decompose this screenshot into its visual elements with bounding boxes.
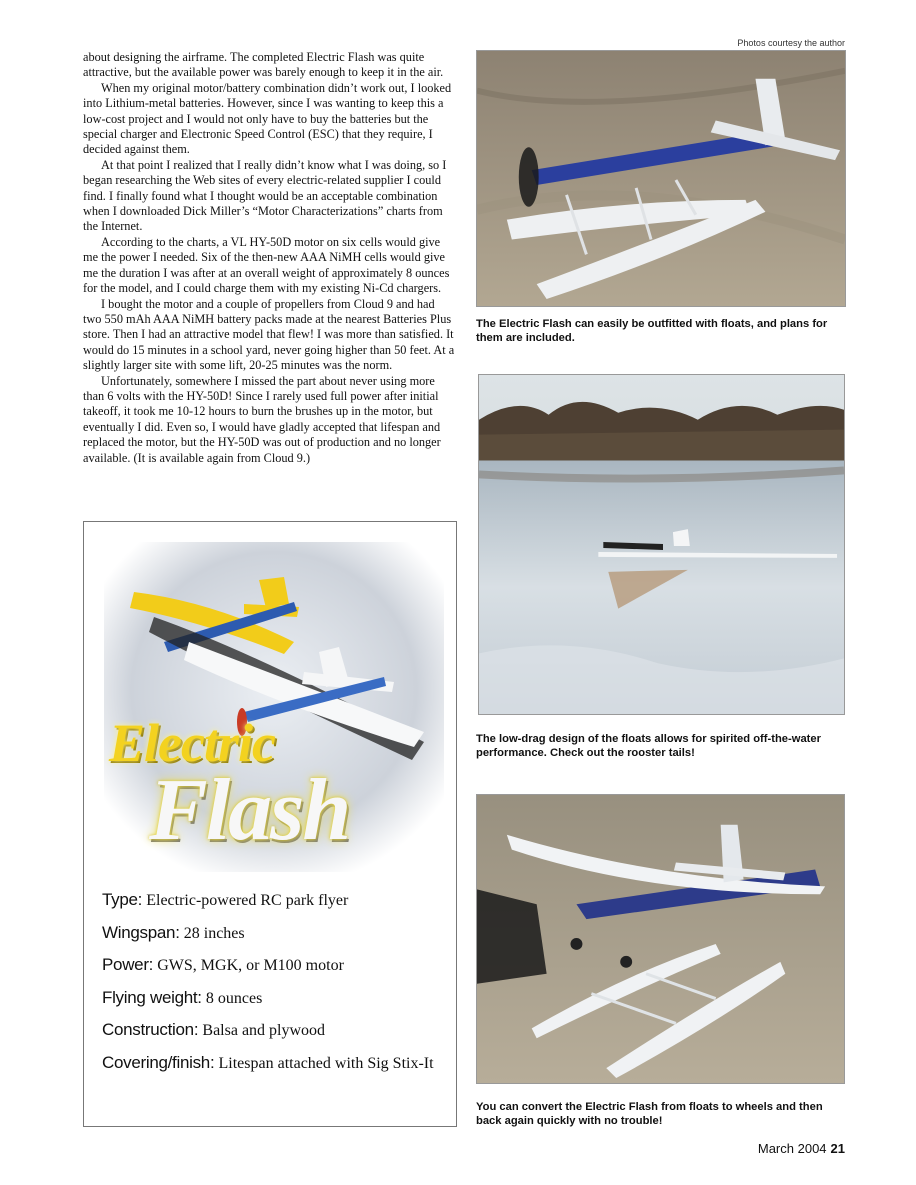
photo-water-takeoff: [478, 374, 845, 715]
caption-photo-1: The Electric Flash can easily be outfitted with floats, and plans for them are included.: [476, 318, 828, 344]
spec-label: Construction:: [102, 1020, 199, 1040]
photo-water-takeoff-image: [479, 375, 844, 714]
article-body: [83, 50, 456, 466]
photo-floatplane-ground-image: [477, 51, 845, 306]
paragraph: Unfortunately, somewhere I missed the part about never using more than 6 volts with the HY-50D! Since I rarely used full power after initial takeoff, it took me 10-12 hours to burn the brushes up in the motor, but eventually I did. Even so, I would have gladly accepted that lifespan and replaced the motor, but the HY-50D was out of production and no longer available. (It is available again from Cloud 9.): [83, 373, 441, 465]
spec-list: [102, 890, 452, 1086]
photo-floats-and-wheels: [476, 794, 845, 1084]
spec-row-wingspan: [102, 923, 452, 956]
paragraph: According to the charts, a VL HY-50D motor on six cells would give me the power I needed. Six of the then-new AAA NiMH cells would give me the duration I was after at an overall weight of approximately 8 ounces for the model, and I could charge them with my existing Ni-Cd chargers.: [83, 234, 450, 296]
paragraph: At that point I realized that I really didn’t know what I was doing, so I began researching the Web sites of every electric-related supplier I could find. I finally found what I thought would be an acceptable combination when I downloaded Dick Miller’s “Motor Characterizations” charts from the Internet.: [83, 157, 447, 234]
spec-label: Wingspan:: [102, 922, 180, 942]
folio-month: March 2004: [757, 1141, 827, 1156]
page-folio: [700, 1141, 845, 1156]
spec-value: Electric-powered RC park flyer: [146, 892, 349, 909]
logo-word-flash: Flash: [149, 762, 350, 859]
paragraph: about designing the airframe. The completed Electric Flash was quite attractive, but the available power was barely enough to keep it in the air.: [83, 50, 444, 80]
photo-credit: Photos courtesy the author: [737, 38, 845, 48]
spec-value: 28 inches: [183, 924, 245, 942]
spec-value: GWS, MGK, or M100 motor: [157, 957, 344, 975]
spec-row-weight: [102, 988, 452, 1021]
spec-value: Litespan attached with Sig Stix-It: [218, 1054, 434, 1072]
spec-value: 8 ounces: [205, 989, 263, 1007]
spec-label: Power:: [102, 955, 154, 975]
spec-row-construction: [102, 1020, 452, 1053]
spec-box: [83, 521, 457, 1127]
spec-row-type: [102, 890, 452, 923]
paragraph: When my original motor/battery combination didn’t work out, I looked into Lithium-metal batteries. However, since I was wanting to keep this a low-cost project and I would not only have to buy the batteries but the special charger and Electronic Speed Control (ESC) that they require, I decided against them.: [83, 80, 452, 157]
caption-photo-3: You can convert the Electric Flash from floats to wheels and then back again quickly with no trouble!: [476, 1101, 823, 1127]
folio-page-number: 21: [830, 1141, 845, 1156]
spec-row-covering: [102, 1053, 452, 1086]
caption-photo-2: The low-drag design of the floats allows for spirited off-the-water performance. Check out the rooster tails!: [476, 733, 821, 759]
paragraph: I bought the motor and a couple of propellers from Cloud 9 and had two 550 mAh AAA NiMH battery packs made at the nearest Batteries Plus store. Then I had an attractive model that flew! I was more than satisfied. It would do 15 minutes in a school yard, never going higher than 50 feet. At a slightly larger site with some lift, 20-25 minutes was the norm.: [83, 296, 455, 373]
spec-row-power: [102, 955, 452, 988]
spec-label: Type:: [102, 890, 143, 909]
photo-floats-and-wheels-image: [477, 795, 844, 1083]
electric-flash-logo: [109, 712, 409, 862]
spec-label: Flying weight:: [102, 987, 202, 1007]
logo-word-electric: Electric: [109, 713, 275, 773]
spec-label: Covering/finish:: [102, 1052, 215, 1072]
spec-value: Balsa and plywood: [202, 1022, 326, 1040]
photo-floatplane-ground: [476, 50, 846, 307]
